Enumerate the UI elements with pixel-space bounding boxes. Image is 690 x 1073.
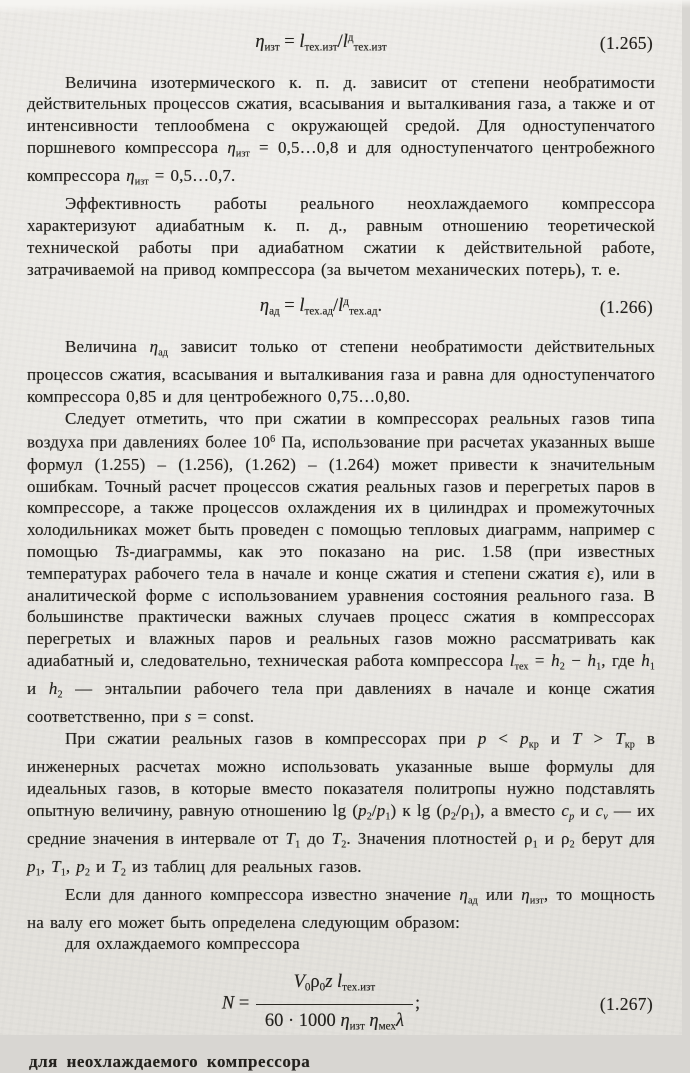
equation-1267-fraction — [256, 969, 413, 1039]
fraction-denominator: 60 · 1000 ηизт ηмехλ — [264, 1010, 404, 1033]
equation-1266 — [27, 289, 655, 325]
paragraph-engineering-calculations: При сжатии реальных газов в компрессорах при p < pкр и T > Tкр в инженерных расчетах можно использовать указанные выше формулы для идеальных газов, в которые вместо показателя политропы нужно подставлять опытную величину, равную отношению lg (p2/p1) к lg (ρ2/ρ1), а вместо cp и cv — их средние значения в интервале от T1 до T2. Значения плотностей ρ1 и ρ2 берут для p1, T1, p2 и T2 из таблиц для реальных газов. — [27, 728, 656, 878]
paragraph-adiabatic-efficiency-values: Величина ηад зависит только от степени необратимости действительных процессов сжатия, всасывания и выталкивания газа и равна для одноступенчатого компрессора 0,85 и для центробежного 0,75…0,80. — [27, 336, 655, 406]
paragraph-real-gases-note: Следует отметить, что при сжатии в компрессорах реальных газов типа воздуха при давлениях более $10^6$ Па, использование при расчетах указанных выше формул (1.255) – (1.256), (1.262) – (1.264) может привести к значительным ошибкам. Точный расчет процессов сжатия реальных газов и перегретых паров в компрессоре, а также процессов охлаждения их в цилиндрах и промежуточных холодильниках может быть проведен с помощью тепловых диаграмм, например с помощью Ts-диаграммы, как это показано на рис. 1.58 (при известных температурах рабочего тела в начале и конце сжатия и степени сжатия ε), или в аналитической форме с использованием уравнения состояния реального газа. В большинстве практически важных случаев процесс сжатия в компрессорах перегретых и влажных паров и реальных газов можно рассматривать как адиабатный и, следовательно, техническая работа компрессора lтех = h2 − h1, где h1 и h2 — энтальпии рабочего тела при давлениях в начале и конце сжатия соответственно, при s = const. — [27, 408, 655, 727]
paragraph-uncooled-compressor-label: для неохлаждаемого компрессора — [29, 1052, 311, 1072]
paragraph-adiabatic-efficiency-intro: Эффективность работы реального неохлаждаемого компрессора характеризуют адиабатным к. п. д., равным отношению теоретической технической работы при адиабатном сжатии к действительной работе, затрачиваемой на привод компрессора (за вычетом механических потерь), т. е. — [27, 194, 655, 279]
paragraph-cooled-compressor-label: для охлаждаемого компрессора — [65, 934, 300, 954]
scan-edge-artifact — [0, 0, 690, 14]
equation-1267-lhs: N = — [221, 993, 254, 1014]
equation-1265-body: $\eta изт = lтех.изт/l^дтех.изт$ — [255, 32, 387, 54]
equation-1265-number: (1.265) — [599, 32, 653, 53]
equation-1266-number: (1.266) — [599, 297, 653, 318]
fraction-numerator: V0ρ0z lтех.изт — [256, 969, 413, 1005]
equation-1267-number: (1.267) — [599, 994, 653, 1015]
equation-1267-body — [222, 969, 420, 1039]
equation-1266-body: $\eta ад = lтех.ад/l^дтех.ад$. — [259, 296, 383, 318]
paragraph-isothermal-efficiency: Величина изотермического к. п. д. зависит от степени необратимости действительных процессов сжатия, всасывания и выталкивания газа, а также и от интенсивности теплообмена с окружающей средой. Для одноступенчатого поршневого компрессора ηизт = 0,5…0,8 и для одноступенчатого центробежного компрессора ηизт = 0,5…0,7. — [27, 72, 655, 188]
equation-1267-tail: ; — [414, 993, 421, 1014]
equation-1267 — [27, 969, 655, 1039]
equation-1265 — [27, 25, 655, 61]
paragraph-shaft-power-intro: Если для данного компрессора известно значение ηад или ηизт, то мощность на валу его может быть определена следующим образом: — [27, 884, 655, 932]
page-content — [27, 25, 655, 1073]
